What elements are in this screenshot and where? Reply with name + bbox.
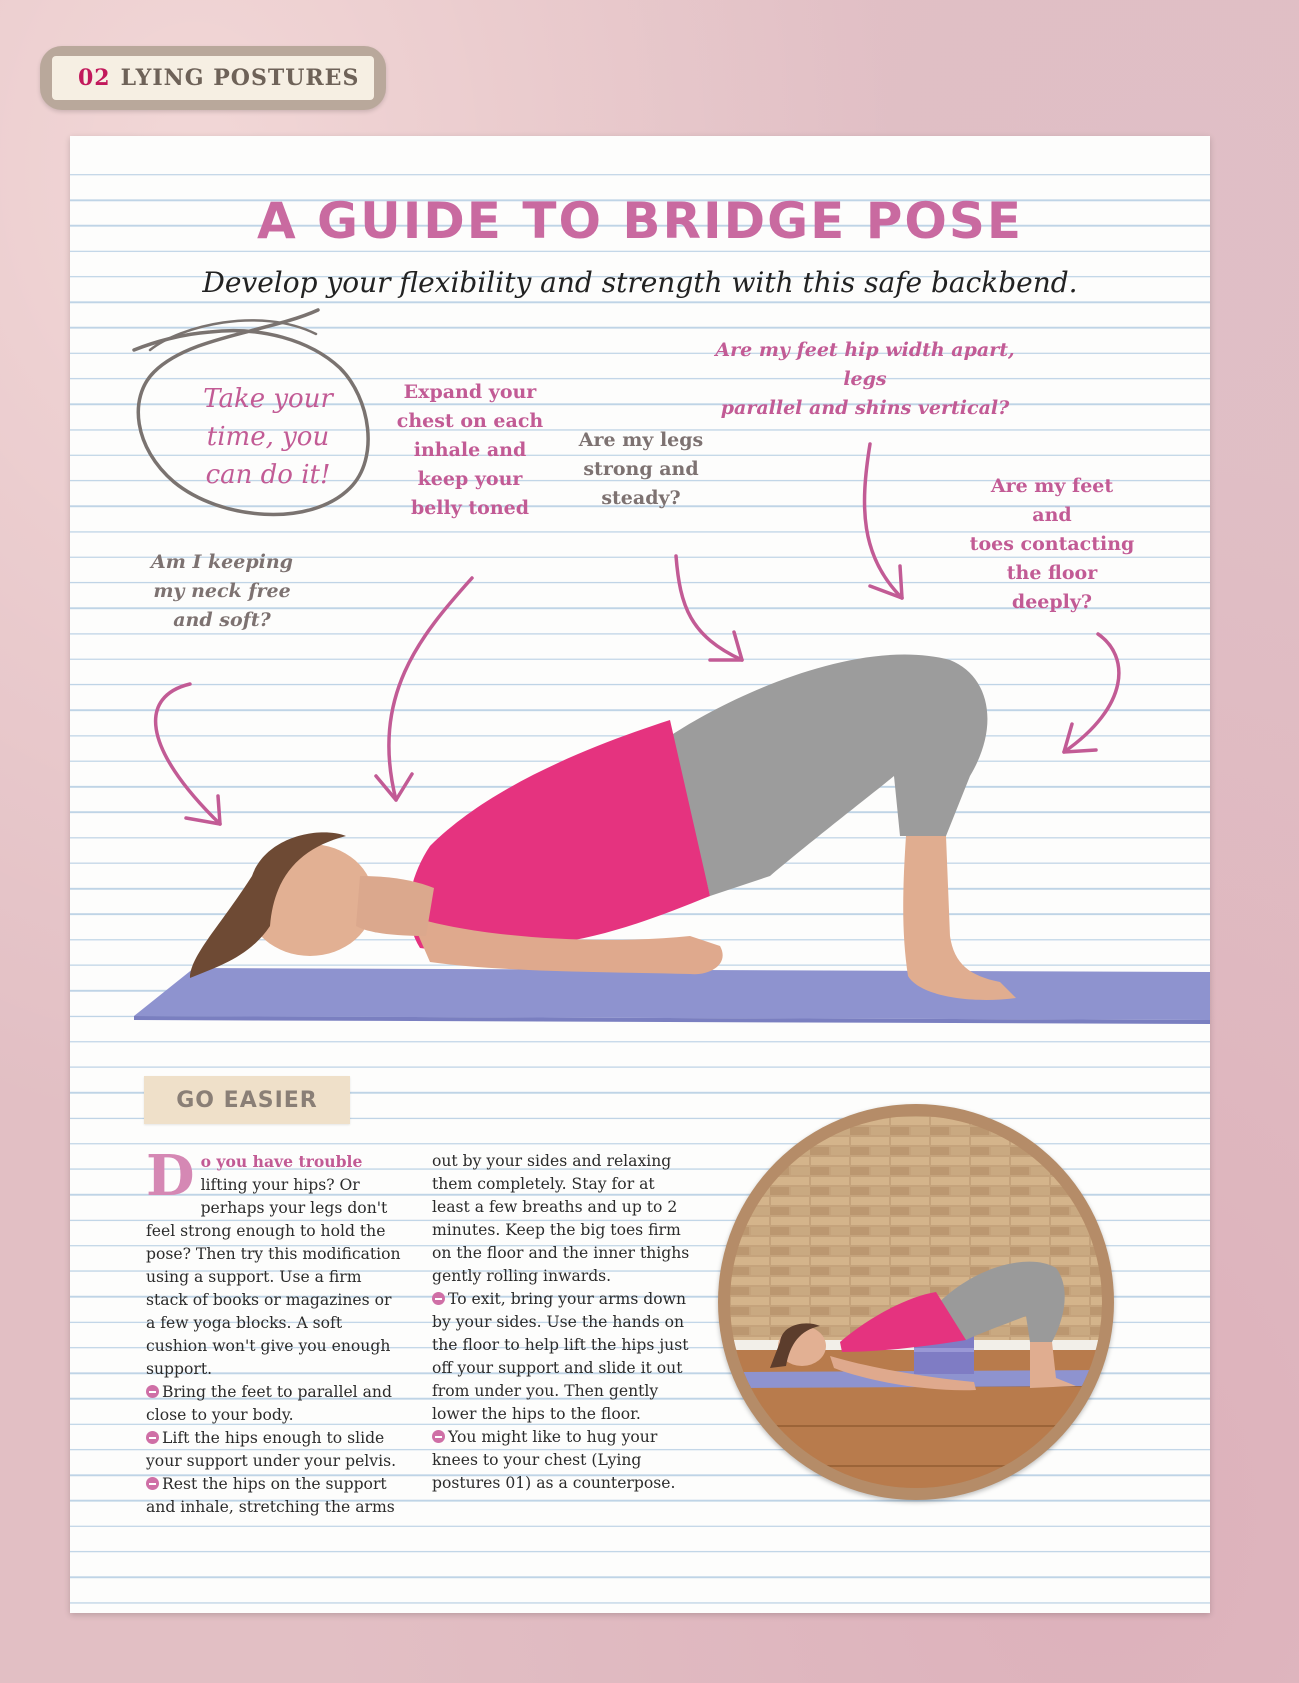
callout-chest: Expand your chest on each inhale and keep your belly toned (396, 381, 544, 519)
step-4: To exit, bring your arms down by your sides. Use the hands on the floor to help lift the hips just off your support and slide it out from under you. Then gently lower the hips to the floor. (432, 1290, 689, 1423)
drop-cap: D (146, 1143, 195, 1209)
go-easier-column-2 (432, 1150, 690, 1495)
callout-toes: Are my feet and toes contacting the floor deeply? (969, 475, 1135, 613)
section-tab (40, 46, 386, 110)
step-2: Lift the hips enough to slide your support under your pelvis. (146, 1429, 397, 1470)
go-easier-column-1 (146, 1143, 404, 1519)
arrow-toes (1064, 634, 1119, 752)
bullet-icon (432, 1430, 445, 1443)
yoga-mat (134, 968, 1210, 1020)
supported-bridge-illustration (730, 1116, 1102, 1488)
lead-in: o you have trouble (200, 1152, 363, 1171)
go-easier-heading: GO EASIER (144, 1076, 350, 1124)
notebook-page (70, 136, 1210, 1613)
step-1: Bring the feet to parallel and close to your body. (146, 1383, 392, 1424)
intro-text: lifting your hips? Or perhaps your legs don't feel strong enough to hold the pose? Then try this modification using a support. Use a firm stack of books or magazines or a few yoga blocks. A soft cushion won't give you enough support. (146, 1176, 401, 1378)
callout-legs: Are my legs strong and steady? (578, 429, 704, 509)
page-title: A GUIDE TO BRIDGE POSE (256, 192, 1024, 250)
bullet-icon (146, 1385, 159, 1398)
bullet-icon (146, 1431, 159, 1444)
bullet-icon (432, 1292, 445, 1305)
encouragement-note: Take your time, you can do it! (203, 384, 333, 490)
arrow-feet-width (865, 444, 902, 598)
arrow-neck (156, 684, 220, 824)
arrow-chest (389, 578, 472, 800)
callout-feet-width: Are my feet hip width apart, legs parallel and shins vertical? (715, 339, 1015, 419)
step-5: You might like to hug your knees to your chest (Lying postures 01) as a counterpose. (432, 1428, 676, 1492)
callout-neck: Am I keeping my neck free and soft? (151, 551, 293, 631)
step-3-cont: out by your sides and relaxing them completely. Stay for at least a few breaths and up to 2 minutes. Keep the big toes firm on the floor and the inner thighs gently rolling inwards. (432, 1152, 690, 1285)
arrow-legs (676, 556, 742, 660)
section-number: 02 (78, 65, 111, 91)
bullet-icon (146, 1477, 159, 1490)
section-title: LYING POSTURES (120, 65, 360, 91)
modification-photo (718, 1104, 1114, 1500)
step-3: Rest the hips on the support and inhale, stretching the arms (146, 1475, 395, 1516)
page-subtitle: Develop your flexibility and strength with this safe backbend. (202, 266, 1078, 299)
pink-top (409, 720, 710, 951)
